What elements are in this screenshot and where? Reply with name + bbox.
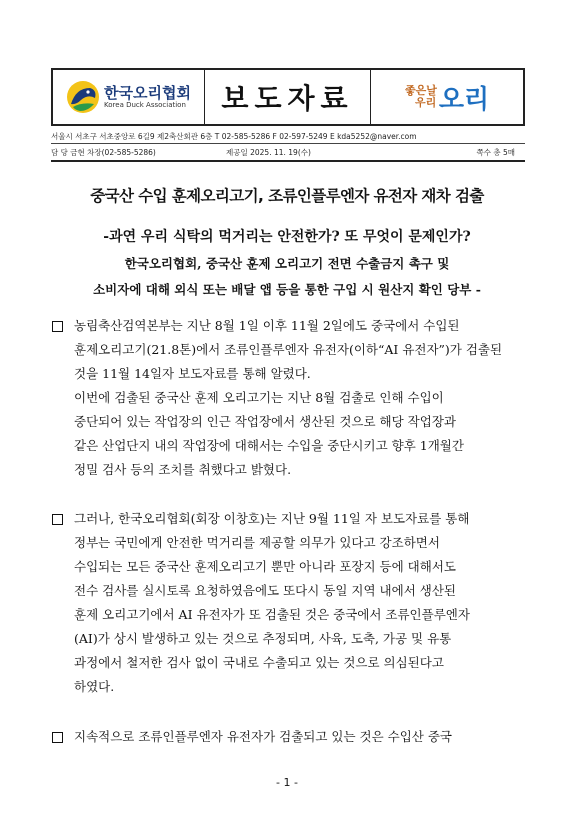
org-logo — [66, 80, 191, 114]
headline-subtitle: -과연 우리 식탁의 먹거리는 안전한가? 또 무엇이 문제인가? — [103, 229, 471, 245]
logo-cell — [53, 70, 205, 124]
org-name: 한국오리협회 — [104, 83, 191, 102]
slogan-logo — [405, 79, 489, 116]
divider — [51, 143, 525, 144]
text-line: 훈제 오리고기에서 AI 유전자가 또 검출된 것은 중국에서 조류인플루엔자 — [74, 607, 470, 622]
text-line: 것을 11월 14일자 보도자료를 통해 알렸다. — [74, 366, 311, 381]
text-line: 하였다. — [74, 679, 115, 694]
text-line: 훈제오리고기(21.8톤)에서 조류인플루엔자 유전자(이하“AI 유전자”)가 검출된 — [74, 342, 503, 357]
org-name-en: Korea Duck Association — [104, 100, 186, 109]
text-line: 과정에서 철저한 검사 없이 국내로 수출되고 있는 것으로 의심된다고 — [74, 655, 444, 670]
checkbox-bullet-icon — [52, 514, 63, 525]
text-line: 같은 산업단지 내의 작업장에 대해서는 수입을 중단시키고 향후 1개월간 — [74, 438, 464, 453]
text-line: 그러나, 한국오리협회(회장 이창호)는 지난 9월 11일 자 보도자료를 통해 — [74, 511, 470, 526]
text-line: 농림축산검역본부는 지난 8월 1일 이후 11월 2일에도 중국에서 수입된 — [74, 318, 460, 333]
divider-thick — [51, 160, 525, 162]
text-line: (AI)가 상시 발생하고 있는 것으로 추정되며, 사육, 도축, 가공 및 유통 — [74, 631, 452, 646]
text-line: 전수 검사를 실시토록 요청하였음에도 또다시 동일 지역 내에서 생산된 — [74, 583, 456, 598]
release-date: 제공일 2025. 11. 19(수) — [226, 148, 311, 157]
title-cell — [205, 70, 371, 124]
page-number: - 1 - — [276, 776, 298, 789]
headline-sub3: 소비자에 대해 외식 또는 배달 앱 등을 통한 구입 시 원산지 확인 당부 - — [93, 282, 481, 297]
manager-info: 담 당 금현 차장(02-585-5286) — [51, 148, 156, 157]
text-line: 중단되어 있는 작업장의 인근 작업장에서 생산된 것으로 해당 작업장과 — [74, 414, 456, 429]
slogan-top1: 좋은날 — [404, 84, 437, 97]
page-count: 쪽수 총 5매 — [476, 148, 515, 157]
text-line: 수입되는 모든 중국산 훈제오리고기 뿐만 아니라 포장지 등에 대해서도 — [74, 559, 456, 574]
text-line: 이번에 검출된 중국산 훈제 오리고기는 지난 8월 검출로 인해 수입이 — [74, 390, 444, 405]
duck-logo-icon — [66, 80, 100, 114]
headline-sub2: 한국오리협회, 중국산 훈제 오리고기 전면 수출금지 촉구 및 — [124, 256, 450, 271]
checkbox-bullet-icon — [52, 732, 63, 743]
doc-type: 보도자료 — [221, 82, 354, 115]
text-line: 정부는 국민에게 안전한 먹거리를 제공할 의무가 있다고 강조하면서 — [74, 535, 440, 550]
checkbox-bullet-icon — [52, 321, 63, 332]
slogan-top2: 우리 — [414, 96, 437, 109]
text-line: 정밀 검사 등의 조치를 취했다고 밝혔다. — [74, 462, 292, 477]
address-line: 서울시 서초구 서초중앙로 6길9 제2축산회관 6층 T 02-585-5286 F 02-597-5249 E kda5252@naver.com — [51, 132, 417, 141]
headline-title: 중국산 수입 훈제오리고기, 조류인플루엔자 유전자 재차 검출 — [90, 187, 484, 205]
contact-row — [51, 147, 525, 158]
slogan-main: 오리 — [438, 84, 490, 115]
slogan-cell — [371, 70, 523, 124]
header-box — [51, 68, 525, 126]
text-line: 지속적으로 조류인플루엔자 유전자가 검출되고 있는 것은 수입산 중국 — [74, 729, 452, 744]
